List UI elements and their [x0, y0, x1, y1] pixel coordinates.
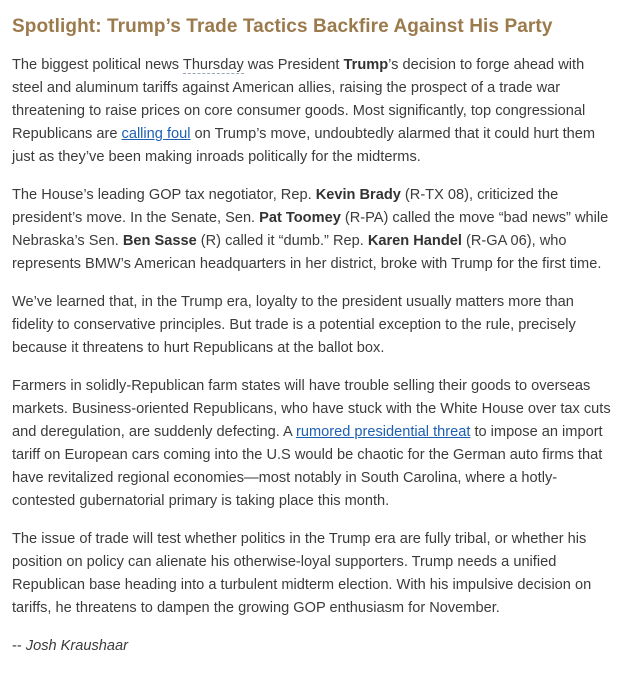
p2-text-2: (R-TX 08), criticized the president’s move. In the Senate, Sen. [12, 187, 559, 226]
p1-text-3: ’s decision to forge ahead with steel and aluminum tariffs against American allies, raising the prospect of a trade war threatening to raise prices on core consumer goods. Most significantly, top congressional Republicans are [12, 57, 586, 142]
name-trump: Trump [343, 57, 389, 73]
name-pat-toomey: Pat Toomey [259, 210, 341, 226]
author-name: Josh Kraushaar [25, 638, 128, 654]
author-signature [12, 635, 611, 658]
name-ben-sasse: Ben Sasse [122, 233, 197, 249]
p2-text-5: (R-GA 06), who represents BMW’s American headquarters in her district, broke with Trump for the first time. [12, 233, 602, 272]
date-detected-thursday[interactable]: Thursday [182, 57, 244, 73]
paragraph-2 [12, 184, 611, 276]
calling-foul-link[interactable]: calling foul [121, 126, 191, 142]
p4-text-2: to impose an import tariff on European cars coming into the U.S would be chaotic for the German auto firms that have revitalized regional economies—most notably in South Carolina, where a hotly-contested gubernatorial primary is taking place this month. [12, 424, 603, 509]
paragraph-5: The issue of trade will test whether politics in the Trump era are fully tribal, or whether his position on policy can alienate his otherwise-loyal supporters. Trump needs a unified Republican base heading into a turbulent midterm election. With his impulsive decision on tariffs, he threatens to dampen the growing GOP enthusiasm for November. [12, 531, 592, 616]
rumored-presidential-threat-link[interactable]: rumored presidential threat [295, 424, 471, 440]
p2-text-1: The House’s leading GOP tax negotiator, Rep. [12, 187, 316, 203]
p1-text-1: The biggest political news [12, 57, 183, 73]
p1-text-4: on Trump’s move, undoubtedly alarmed that it could hurt them just as they’ve been making inroads politically for the midterms. [12, 126, 596, 165]
p2-text-3: (R-PA) called the move “bad news” while Nebraska’s Sen. [12, 210, 609, 249]
name-kevin-brady: Kevin Brady [315, 187, 401, 203]
name-karen-handel: Karen Handel [367, 233, 462, 249]
paragraph-3: We’ve learned that, in the Trump era, loyalty to the president usually matters more than fidelity to conservative principles. But trade is a potential exception to the rule, precisely because it threatens to hurt Republicans at the ballot box. [12, 294, 576, 356]
paragraph-1 [12, 54, 611, 169]
paragraph-4 [12, 375, 611, 513]
p2-text-4: (R) called it “dumb.” Rep. [196, 233, 368, 249]
signature-dash: -- [12, 638, 26, 654]
p1-text-2: was President [243, 57, 344, 73]
article-headline: Spotlight: Trump’s Trade Tactics Backfire Against His Party [12, 16, 553, 37]
p4-text-1: Farmers in solidly-Republican farm states will have trouble selling their goods to overseas markets. Business-oriented Republicans, who have stuck with the White House over tax cuts and deregulation, are suddenly defecting. A [12, 378, 611, 440]
